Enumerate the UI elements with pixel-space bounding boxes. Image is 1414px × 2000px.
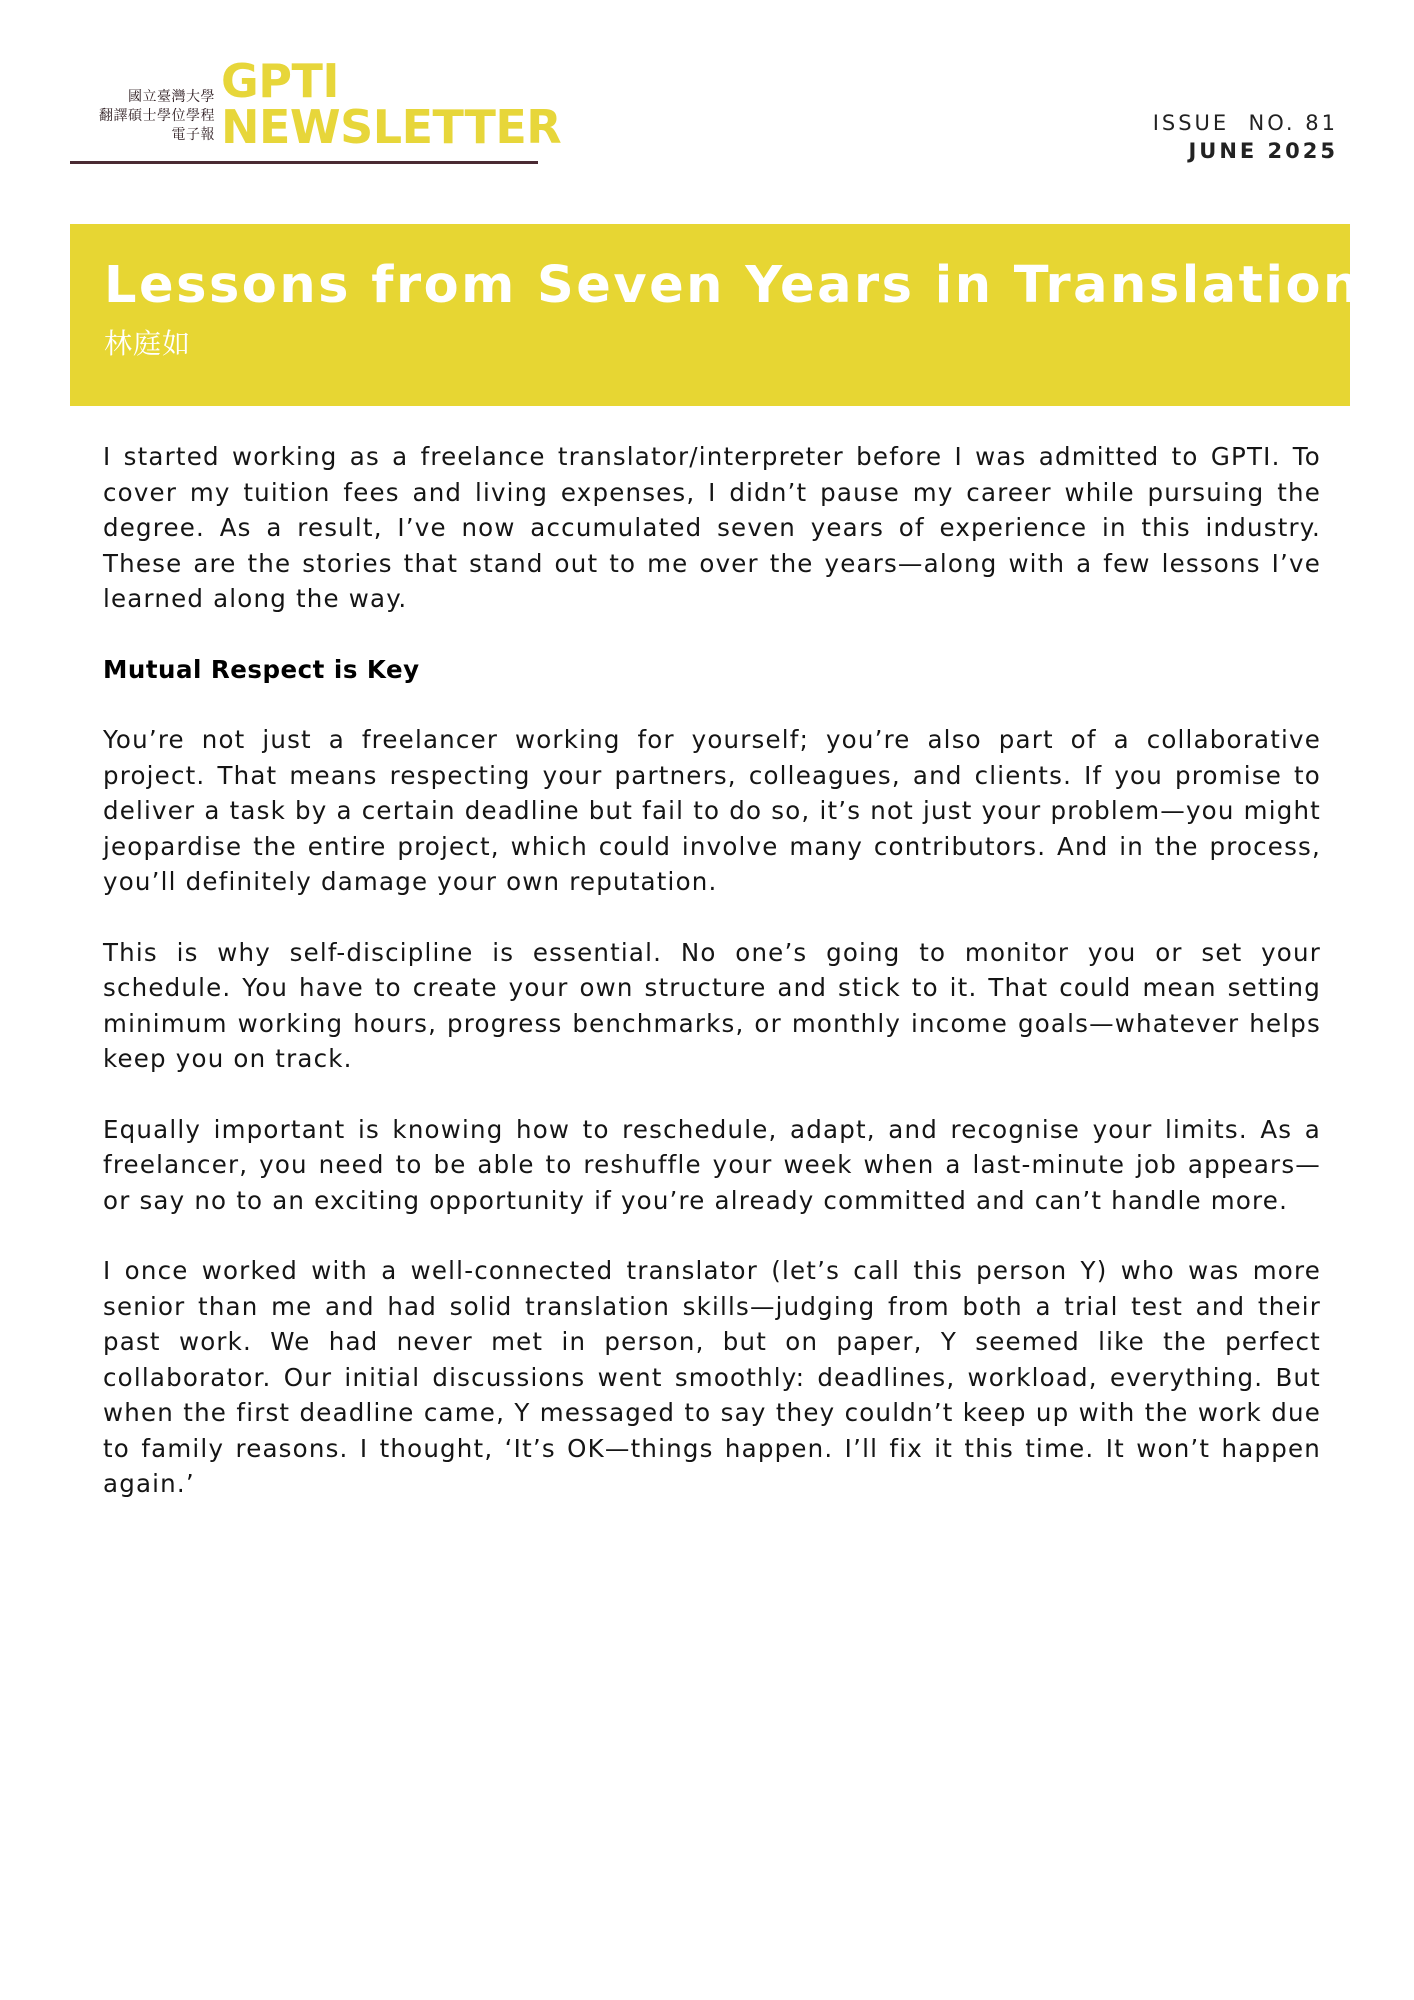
brand-wordmark [221,54,562,154]
article-body [103,439,1321,1537]
article-title-banner [70,224,1362,406]
masthead-divider [70,161,538,164]
issue-date: JUNE 2025 [1188,139,1338,163]
article-intro-paragraph: I started working as a freelance translator/interpreter before I was admitted to GPTI. To cover my tuition fees and living expenses, I didn’t pause my career while pursuing the degree. As a result, I’ve now accumulated seven years of experience in this industry. These are the stories that stand out to me over the years—along with a few lessons I’ve learned along the way. [103,442,1321,613]
article-title: Lessons from Seven Years in Translation [104,256,1362,315]
masthead-logo [70,54,562,166]
article-paragraph: I once worked with a well-connected translator (let’s call this person Y) who was more senior than me and had solid translation skills—judging from both a trial test and their past work. We had never met in person, but on paper, Y seemed like the perfect collaborator. Our initial discussions went smoothly: deadlines, workload, everything. But when the first deadline came, Y messaged to say they couldn’t keep up with the work due to family reasons. I thought, ‘It’s OK—things happen. I’ll fix it this time. It won’t happen again.’ [103,1256,1321,1498]
article-paragraph: Equally important is knowing how to reschedule, adapt, and recognise your limits. As a freelancer, you need to be able to reshuffle your week when a last-minute job appears—or say no to an exciting opportunity if you’re already committed and can’t handle more. [103,1114,1321,1215]
article-author: 林庭如 [104,327,192,360]
brand-line-newsletter: NEWSLETTER [221,100,562,154]
org-line-program: 翻譯碩士學位學程 [99,108,215,124]
article-paragraph: This is why self-discipline is essential. No one’s going to monitor you or set your schedule. You have to create your own structure and stick to it. That could mean setting minimum working hours, progress benchmarks, or monthly income goals—whatever helps keep you on track. [103,937,1321,1073]
section-heading: Mutual Respect is Key [103,654,420,684]
university-program-name [70,88,215,145]
org-line-newsletter: 電子報 [171,127,215,143]
issue-number: ISSUE NO. 81 [1152,111,1338,135]
brand-line-gpti: GPTI [221,54,339,108]
issue-info [1153,108,1338,164]
article-paragraph: You’re not just a freelancer working for yourself; you’re also part of a collaborative project. That means respecting your partners, colleagues, and clients. If you promise to deliver a task by a certain deadline but fail to do so, it’s not just your problem—you might jeopardise the entire project, which could involve many contributors. And in the process, you’ll definitely damage your own reputation. [103,725,1321,896]
org-line-university: 國立臺灣大學 [128,89,215,105]
